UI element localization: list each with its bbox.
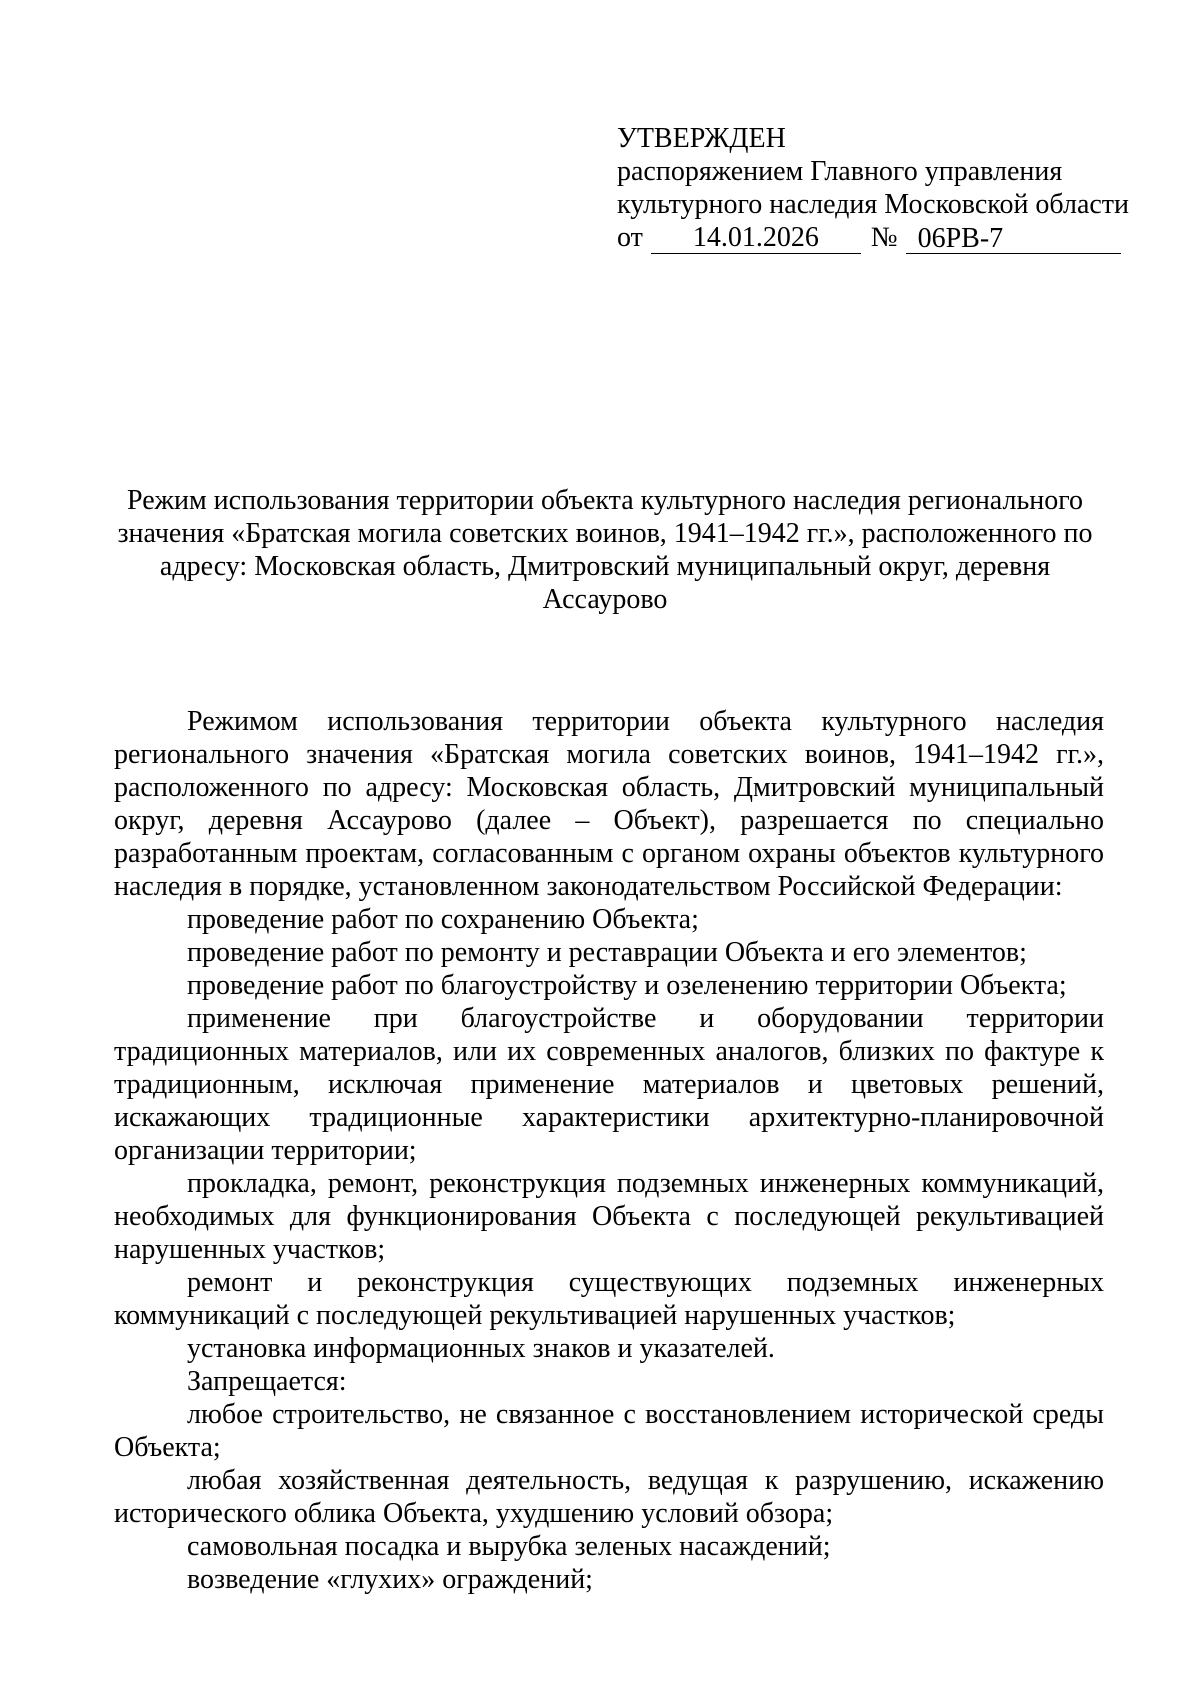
approval-number: 06РВ-7 <box>906 224 1121 254</box>
permitted-item: проведение работ по сохранению Объекта; <box>187 904 699 935</box>
prohibited-item: возведение «глухих» ограждений; <box>187 1564 593 1595</box>
permitted-item: проведение работ по ремонту и реставрации Объекта и его элементов; <box>187 937 1027 968</box>
approval-heading: УТВЕРЖДЕН <box>617 123 786 154</box>
approval-line-2: культурного наследия Московской области <box>617 189 1130 220</box>
permitted-item: прокладка, ремонт, реконструкция подземных инженерных коммуникаций, необходимых для функционирования Объекта с последующей рекультивацией нарушенных участков; <box>114 1168 1104 1265</box>
permitted-item: установка информационных знаков и указателей. <box>187 1333 775 1364</box>
approval-reference <box>617 221 1137 254</box>
permitted-item: проведение работ по благоустройству и озеленению территории Объекта; <box>187 970 1067 1001</box>
document-body <box>114 705 1104 1596</box>
prohibited-heading: Запрещается: <box>187 1366 347 1397</box>
permitted-item: применение при благоустройстве и оборудовании территории традиционных материалов, или их современных аналогов, близких по фактуре к традиционным, исключая применение материалов и цветовых решений, искажающих традиционные характеристики архитектурно-планировочной организации территории; <box>114 1003 1104 1166</box>
intro-paragraph: Режимом использования территории объекта культурного наследия регионального значения «Братская могила советских воинов, 1941–1942 гг.», расположенного по адресу: Московская область, Дмитровский муниципальный округ, деревня Ассаурово (далее – Объект), разрешается по специально разработанным проектам, согласованным с органом охраны объектов культурного наследия в порядке, установленном законодательством Российской Федерации: <box>114 706 1104 902</box>
approval-block <box>617 122 1137 254</box>
approval-line-1: распоряжением Главного управления <box>617 156 1063 187</box>
document-title: Режим использования территории объекта культурного наследия регионального значения «Братская могила советских воинов, 1941–1942 гг.», расположенного по адресу: Московская область, Дмитровский муниципальный округ, деревня Ассаурово <box>117 485 1093 615</box>
prohibited-item: любая хозяйственная деятельность, ведущая к разрушению, искажению исторического облика Объекта, ухудшению условий обзора; <box>114 1465 1104 1529</box>
permitted-item: ремонт и реконструкция существующих подземных инженерных коммуникаций с последующей рекультивацией нарушенных участков; <box>114 1267 1104 1331</box>
number-label: № <box>870 222 898 253</box>
prohibited-item: любое строительство, не связанное с восстановлением исторической среды Объекта; <box>114 1399 1104 1463</box>
from-label: от <box>617 222 643 253</box>
prohibited-item: самовольная посадка и вырубка зеленых насаждений; <box>187 1531 831 1562</box>
approval-date: 14.01.2026 <box>651 223 861 254</box>
